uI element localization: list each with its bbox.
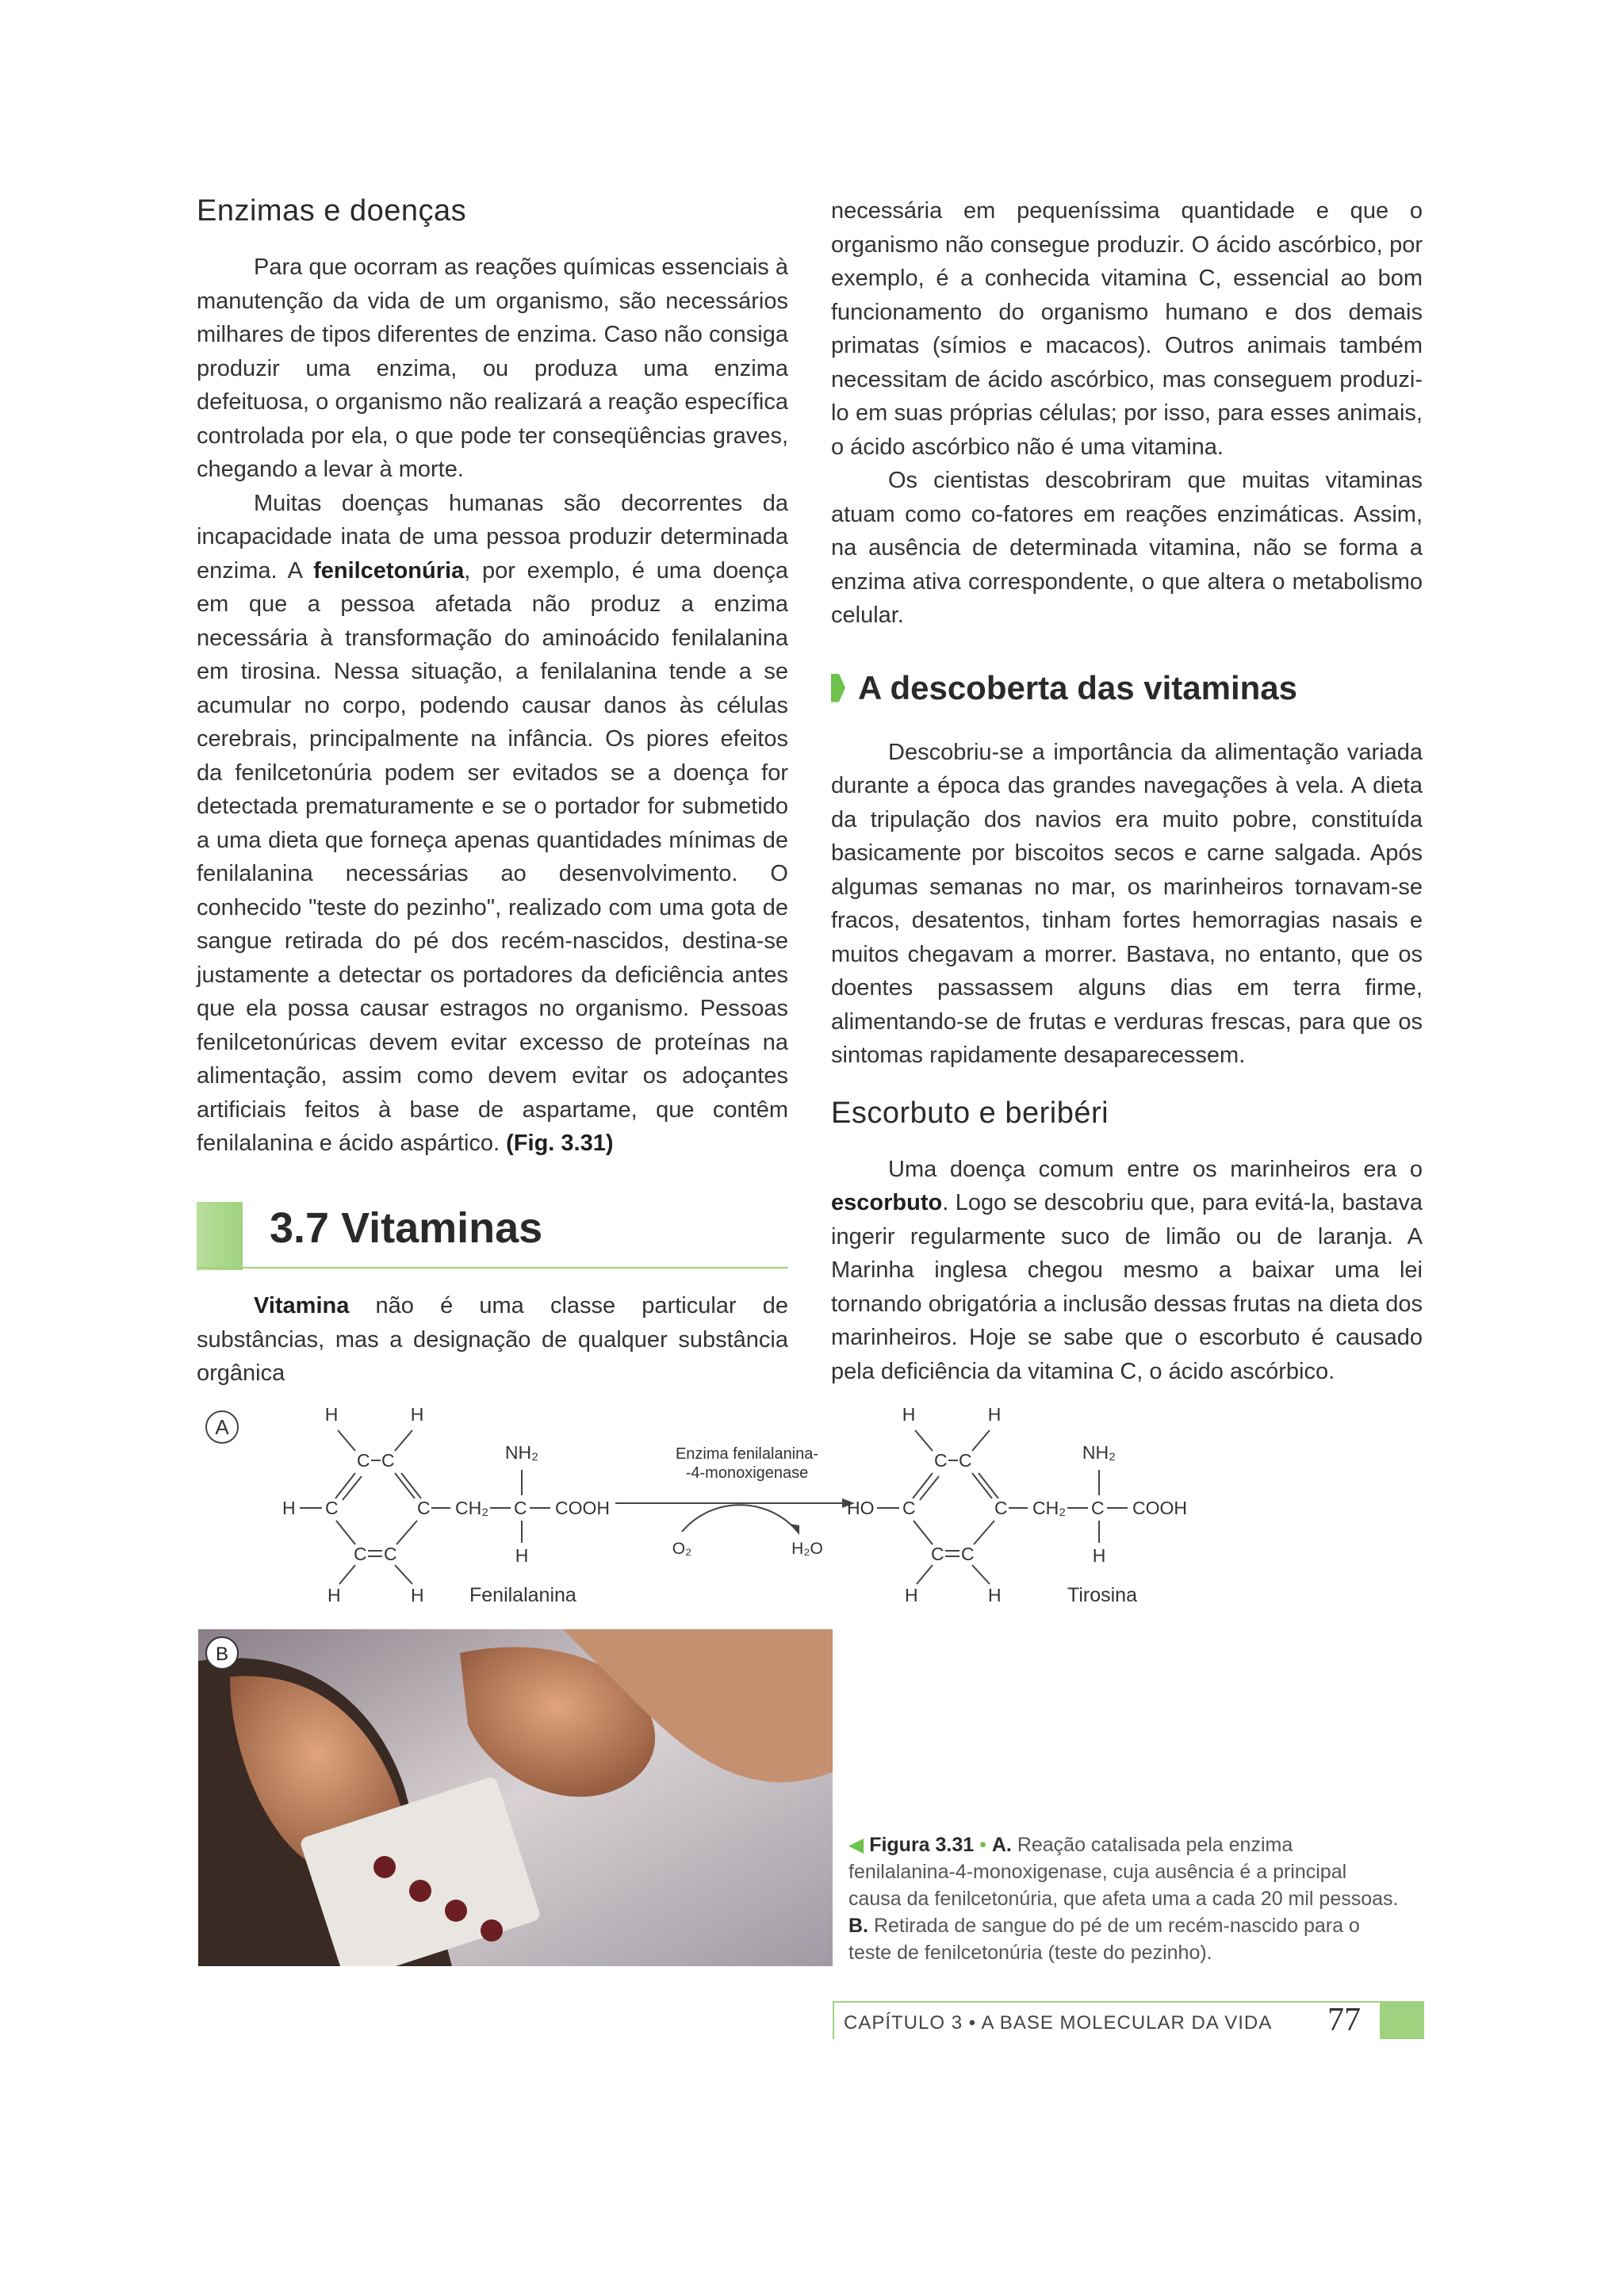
atom-h: H bbox=[1092, 1545, 1106, 1566]
caption-b-label: B. bbox=[848, 1915, 868, 1937]
group-ch2: CH₂ bbox=[1032, 1498, 1067, 1518]
atom-h: H bbox=[902, 1404, 916, 1425]
text-run: . Logo se descobriu que, para evitá-la, bastava ingerir regularmente suco de limão ou de laranja. A Marinha inglesa chegou mesmo a baixar uma lei tornando obrigatória a inclusão dessas frutas na dieta dos marinheiros. Hoje se sabe que o escorbuto é causado pela deficiência da vitamina C, o ácido ascórbico. bbox=[831, 1190, 1423, 1384]
label-b-badge bbox=[206, 1637, 238, 1669]
caption-label: Figura 3.31 bbox=[869, 1834, 975, 1856]
molecule-name-tirosina: Tirosina bbox=[1067, 1584, 1137, 1603]
banner-box bbox=[197, 1202, 243, 1270]
photo-heel-prick-test bbox=[198, 1629, 833, 1966]
paragraph: Os cientistas descobriram que muitas vitaminas atuam como co-fatores em reações enzimáticas. Assim, na ausência de determinada vitamina, não se forma a enzima ativa correspondente, o que altera o metabolismo celular. bbox=[831, 468, 1423, 628]
atom-h: H bbox=[987, 1404, 1002, 1425]
label-a-badge bbox=[206, 1411, 238, 1443]
vitamina-definition bbox=[197, 1289, 788, 1391]
text-run: , por exemplo, é uma doença em que a pessoa afetada não produz a enzima necessária à transformação do aminoácido fenilalanina em tirosina. Nessa situação, a fenilalanina tende a se acumular no corpo, podendo causar danos às células cerebrais, principalmente na infância. Os piores efeitos da fenilcetonúria podem ser evitados se a doença for detectada prematuramente e se o portador for submetido a uma dieta que forneça apenas quantidades mínimas de fenilalanina necessárias ao desenvolvimento. O conhecido "teste do pezinho", realizado com uma gota de sangue retirada do pé dos recém-nascidos, destina-se justamente a detectar os portadores da deficiência antes que ela possa causar estragos no organismo. Pessoas fenilcetonúricas devem evitar excesso de proteínas na alimentação, assim como devem evitar os adoçantes artificiais feitos à base de aspartame, que contêm fenilalanina e ácido aspártico. bbox=[197, 557, 788, 1156]
left-column bbox=[197, 194, 788, 1161]
atom-c: C bbox=[902, 1498, 916, 1518]
atom-h: H bbox=[515, 1545, 529, 1566]
atom-c: C bbox=[381, 1450, 395, 1471]
atom-c: C bbox=[417, 1498, 431, 1518]
paragraph: Para que ocorram as reações químicas essenciais à manutenção da vida de um organismo, são necessários milhares de tipos diferentes de enzima. Caso não consiga produzir uma enzima, ou produza uma enzima defeituosa, o organismo não realizará a reação específica controlada por ela, o que pode ter conseqüências graves, chegando a levar à morte. bbox=[197, 254, 788, 482]
reaction-arrow bbox=[615, 1445, 855, 1558]
molecule-fenilalanina bbox=[282, 1404, 610, 1603]
footer-chapter: CAPÍTULO 3 • A BASE MOLECULAR DA VIDA bbox=[844, 2012, 1273, 2034]
atom-h: H bbox=[410, 1404, 424, 1425]
atom-h: H bbox=[327, 1585, 341, 1603]
paragraph bbox=[197, 487, 788, 1161]
keyword-escorbuto: escorbuto bbox=[831, 1190, 943, 1215]
heading-escorbuto: Escorbuto e beribéri bbox=[831, 1096, 1109, 1130]
footer-rule-vertical bbox=[833, 2001, 834, 2039]
paragraph: Descobriu-se a importância da alimentação variada durante a época das grandes navegações à vela. A dieta da tripulação dos navios era muito pobre, constituída basicamente por biscoitos secos e carne salgada. Após algumas semanas no mar, os marinheiros tornavam-se fracos, desatentos, tinham fortes hemorragias nasais e muitos chegavam a morrer. Bastava, no entanto, que os doentes passassem alguns dias em terra firme, alimentando-se de frutas e verduras frescas, para que os sintomas rapidamente desaparecessem. bbox=[831, 739, 1423, 1068]
caption-b-text: Retirada de sangue do pé de um recém-nascido para o teste de fenilcetonúria (teste do pezinho). bbox=[848, 1915, 1360, 1964]
caption-arrow-icon: ◀ bbox=[848, 1834, 864, 1856]
group-nh2: NH₂ bbox=[1082, 1442, 1116, 1463]
heading-descoberta bbox=[831, 669, 1423, 707]
atom-c: C bbox=[354, 1544, 367, 1564]
group-ho: HO bbox=[847, 1498, 875, 1518]
atom-c: C bbox=[994, 1498, 1008, 1518]
footer-rule bbox=[833, 2001, 1380, 2003]
right-column bbox=[831, 194, 1423, 1388]
figure-caption bbox=[848, 1831, 1404, 1966]
atom-h: H bbox=[282, 1498, 296, 1518]
atom-c: C bbox=[1091, 1498, 1105, 1518]
molecule-name-fenilalanina: Fenilalanina bbox=[469, 1584, 576, 1603]
group-nh2: NH₂ bbox=[504, 1442, 539, 1463]
atom-h: H bbox=[988, 1585, 1002, 1603]
heading-text: A descoberta das vitaminas bbox=[858, 668, 1297, 706]
paragraph bbox=[197, 1289, 788, 1391]
label-b: B bbox=[215, 1644, 229, 1665]
enzyme-label-1: Enzima fenilalanina- bbox=[675, 1445, 819, 1463]
group-cooh: COOH bbox=[1132, 1498, 1187, 1518]
atom-c: C bbox=[961, 1544, 975, 1564]
reaction-scheme bbox=[197, 1397, 1434, 1603]
text-run: Uma doença comum entre os marinheiros era o bbox=[888, 1156, 1423, 1182]
page-footer bbox=[833, 2001, 1424, 2039]
heading-enzimas-doencas: Enzimas e doenças bbox=[197, 194, 467, 228]
atom-c: C bbox=[514, 1498, 527, 1518]
atom-h: H bbox=[411, 1585, 424, 1603]
atom-c: C bbox=[959, 1450, 972, 1471]
keyword-vitamina: Vitamina bbox=[254, 1293, 350, 1318]
paragraph bbox=[831, 1153, 1423, 1389]
product-h2o: H₂O bbox=[791, 1540, 823, 1558]
caption-a-text: Reação catalisada pela enzima fenilalanina-4-monoxigenase, cuja ausência é a principal causa da fenilcetonúria, que afeta uma a cada 20 mil pessoas. bbox=[848, 1834, 1399, 1910]
figure-reference: (Fig. 3.31) bbox=[506, 1131, 614, 1156]
text-run: não é uma classe particular de substâncias, mas a designação de qualquer substância orgânica bbox=[197, 1293, 788, 1386]
caption-a-label: A. bbox=[991, 1834, 1012, 1856]
spacer bbox=[831, 1073, 1423, 1096]
label-a: A bbox=[215, 1415, 229, 1439]
reagent-o2: O₂ bbox=[672, 1540, 692, 1558]
keyword-fenilcetonuria: fenilcetonúria bbox=[313, 557, 465, 584]
group-ch2: CH₂ bbox=[455, 1498, 489, 1518]
spacer bbox=[831, 633, 1423, 669]
text-run: Muitas doenças humanas são decorrentes da incapacidade inata de uma pessoa produzir determinada enzima. A bbox=[197, 490, 788, 584]
atom-c: C bbox=[325, 1498, 339, 1518]
section-title: 3.7 Vitaminas bbox=[270, 1204, 543, 1252]
footer-green-box bbox=[1380, 2001, 1424, 2039]
atom-c: C bbox=[931, 1544, 944, 1564]
enzyme-label-2: -4-monoxigenase bbox=[685, 1464, 809, 1482]
atom-h: H bbox=[324, 1404, 339, 1425]
atom-h: H bbox=[905, 1585, 918, 1603]
section-banner bbox=[197, 1197, 788, 1270]
atom-c: C bbox=[357, 1450, 370, 1471]
paragraph: necessária em pequeníssima quantidade e que o organismo não consegue produzir. O ácido ascórbico, por exemplo, é a conhecida vitamina C, essencial ao bom funcionamento do organismo humano e dos demais primatas (símios e macacos). Outros animais também necessitam de ácido ascórbico, mas conseguem produzi-lo em suas próprias células; por isso, para esses animais, o ácido ascórbico não é uma vitamina. bbox=[831, 198, 1423, 460]
molecule-tirosina bbox=[847, 1404, 1187, 1603]
section-marker-icon bbox=[831, 674, 845, 702]
atom-c: C bbox=[934, 1450, 948, 1471]
group-cooh: COOH bbox=[555, 1498, 610, 1518]
caption-bullet-icon: • bbox=[979, 1834, 986, 1856]
page-number: 77 bbox=[1327, 2002, 1361, 2038]
atom-c: C bbox=[384, 1544, 397, 1564]
banner-line bbox=[197, 1267, 788, 1269]
